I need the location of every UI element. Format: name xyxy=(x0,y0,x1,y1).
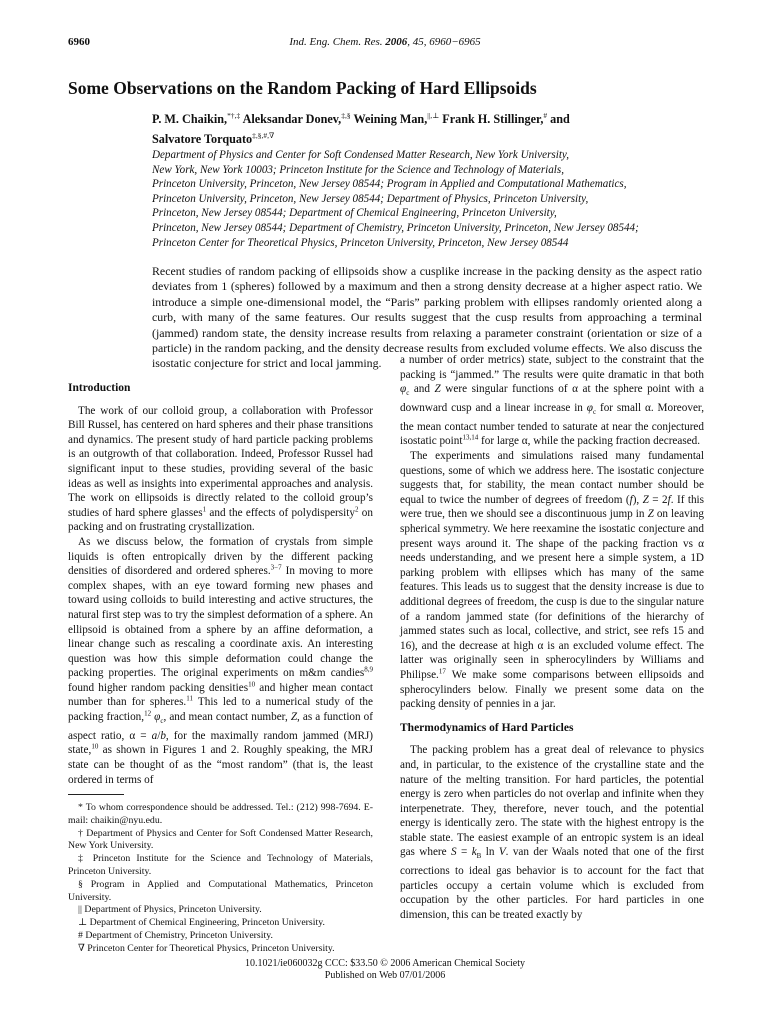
journal-name: Ind. Eng. Chem. Res. xyxy=(289,36,383,48)
section-heading-introduction: Introduction xyxy=(68,382,131,394)
affiliation-line: Princeton, New Jersey 08544; Department of Chemistry, Princeton University, Princeton, New Jersey 08544; xyxy=(152,221,639,234)
footnote: § Program in Applied and Computational Mathematics, Princeton University. xyxy=(68,878,373,903)
paper-title: Some Observations on the Random Packing of Hard Ellipsoids xyxy=(68,78,537,98)
footnote-divider xyxy=(68,794,124,795)
journal-pages: 6960−6965 xyxy=(429,36,481,48)
author: Weining Man,||,⊥ xyxy=(353,111,440,127)
paragraph: The experiments and simulations raised many fundamental questions, some of which we address here. The isostatic conjecture suggests that, for stability, the mean contact number should be equal to twice the number of degrees of freedom (f), Z = 2f. If this were true, then we should see a discontinuous jump in Z on leaving spherical symmetry. We here reexamine the isostatic conjecture and present ways around it. The shape of the packing fraction vs α needs understanding, and we present here a simple system, a 1D parking problem with ellipses which has many of the same features. This leads us to suggest that the density increase is due to additional degrees of freedom, the cusp is due to the singular nature of a random jammed state (for definitions of the hierarchy of jammed states such as local, collective, and strict, see refs 15 and 16), and the decrease at high α is an excluded volume effect. The latter was originally seen in spherocylinders by Williams and Philipse.$^{17}$ We make some comparisons between ellipsoids and spherocylinders below. Finally we present some data on the packing density of pennies in a jar. xyxy=(400,450,705,711)
doi-line: 10.1021/ie060032g CCC: $33.50 © 2006 American Chemical Society xyxy=(244,958,526,969)
footnote: ‡ Princeton Institute for the Science and Technology of Materials, Princeton University. xyxy=(68,853,373,877)
left-column xyxy=(68,381,373,787)
journal-year: 2006 xyxy=(385,36,408,48)
affiliation-line: Princeton Center for Theoretical Physics, Princeton University, Princeton, New Jersey 08544 xyxy=(152,236,569,249)
footnote: ∇ Princeton Center for Theoretical Physics, Princeton University. xyxy=(78,942,335,954)
affiliation-line: Princeton, New Jersey 08544; Department of Chemical Engineering, Princeton University, xyxy=(152,207,557,220)
affiliations xyxy=(152,148,712,250)
affiliation-line: Department of Physics and Center for Soft Condensed Matter Research, New York University, xyxy=(152,149,569,161)
affiliation-line: Princeton University, Princeton, New Jersey 08544; Program in Applied and Computational Mathematics, xyxy=(152,178,627,191)
author: Frank H. Stillinger,# and xyxy=(442,111,570,127)
right-column xyxy=(400,353,704,923)
author-list xyxy=(152,108,692,147)
footnote: || Department of Physics, Princeton University. xyxy=(78,904,262,916)
footnote: # Department of Chemistry, Princeton University. xyxy=(78,929,273,941)
footnote: * To whom correspondence should be addressed. Tel.: (212) 998-7694. E-mail: chaikin@nyu.edu. xyxy=(68,802,373,826)
footnote: † Department of Physics and Center for Soft Condensed Matter Research, New York University. xyxy=(68,827,373,852)
author: P. M. Chaikin,*†,‡ xyxy=(152,111,241,127)
author: Salvatore Torquato‡,§,#,∇ xyxy=(152,130,275,146)
paragraph: The packing problem has a great deal of relevance to physics and, in particular, to the existence of the crystalline state and the nature of the melting transition. For hard particles, the potential energy is zero when particles do not overlap and infinite when they interpenetrate. They, therefore, never touch, and the potential energy is identically zero. The state with the highest entropy is the stable state. The easiest example of an entropic system is an ideal gas where $S = k_B$ ln V. van der Waals noted that one of the first corrections to ideal gas behavior is to account for the fact that particles occupy a certain volume which is excluded from occupation by the other particles. For hard particles in one dimension, this can be treated exactly by xyxy=(400,744,704,922)
journal-citation: Ind. Eng. Chem. Res. 2006, 45, 6960−6965 xyxy=(289,36,481,48)
paragraph: As we discuss below, the formation of crystals from simple liquids is often entropically driven by the different packing densities of disordered and ordered spheres.$^{3-7}$ In moving to more complex shapes, with an eye toward forming new phases and toward using colloids to build interesting and active structures, the natural first step was to try the simplest deformation of a sphere. An ellipsoid is obtained from a sphere by an affine deformation, a linear change such as rescaling a coordinate axis. An interesting question was how this simple deformation could change the packing properties. The original experiments on m&m candies$^{8,9}$ found higher random packing densities$^{10}$ and higher mean contact number than for spheres.$^{11}$ This led to a numerical study of the packing fraction,$^{12}$ $\varphi_c$, and mean contact number, Z, as a function of aspect ratio, α = a/b, for the maximally random jammed (MRJ) state,$^{10}$ as shown in Figures 1 and 2. Roughly speaking, the MRJ state can be thought of as the “most random” (that is, the least ordered in terms of xyxy=(68,535,374,786)
paragraph: The work of our colloid group, a collaboration with Professor Bill Russel, has centered on hard spheres and their phase transitions and dynamics. The present study of hard particle packing problems is an outgrowth of that collaboration. Indeed, Professor Russel had significant input to these studies, providing several of the basic ideas as well as insights into experimental approaches and analysis. The work on ellipsoids is directly related to the colloid group’s studies of hard sphere glasses$^1$ and the effects of polydispersity$^2$ on packing and on frustrating crystallization. xyxy=(68,404,373,534)
footnotes xyxy=(68,802,373,956)
author: Aleksandar Donev,‡,§ xyxy=(242,111,351,127)
abstract: Recent studies of random packing of ellipsoids show a cusplike increase in the packing density as the aspect ratio deviates from 1 (spheres) followed by a maximum and then a strong density decrease at a higher aspect ratio. We introduce a simple one-dimensional model, the “Paris” parking problem with ellipses randomly oriented along a curb, with many of the same features. Our results suggest that the cusp results from approaching a terminal (jammed) random state, the density increase results from relaxing a parameter constraint (orientation or size of a particle) in the random packing, and the density decrease results from excluded volume effects. We also discuss the isostatic conjecture for strict and local jamming. xyxy=(152,264,702,371)
affiliation-line: Princeton University, Princeton, New Jersey 08544; Department of Physics, Princeton University, xyxy=(152,192,589,205)
footnote: ⊥ Department of Chemical Engineering, Princeton University. xyxy=(78,917,325,929)
section-heading-thermodynamics: Thermodynamics of Hard Particles xyxy=(400,721,574,734)
affiliation-line: New York, New York 10003; Princeton Institute for the Science and Technology of Materials, xyxy=(152,163,564,176)
paragraph: a number of order metrics) state, subject to the constraint that the packing is “jammed.” The results were quite dramatic in that both $\varphi_c$ and Z were singular functions of α at the sphere point with a downward cusp and a linear increase in $\varphi_c$ for small α. Moreover, the mean contact number tended to saturate at near the conjectured isostatic point$^{13,14}$ for large α, while the packing fraction decreased. xyxy=(400,354,704,448)
published-date: Published on Web 07/01/2006 xyxy=(324,970,446,981)
journal-volume: 45 xyxy=(412,36,424,48)
page-number: 6960 xyxy=(68,36,90,48)
